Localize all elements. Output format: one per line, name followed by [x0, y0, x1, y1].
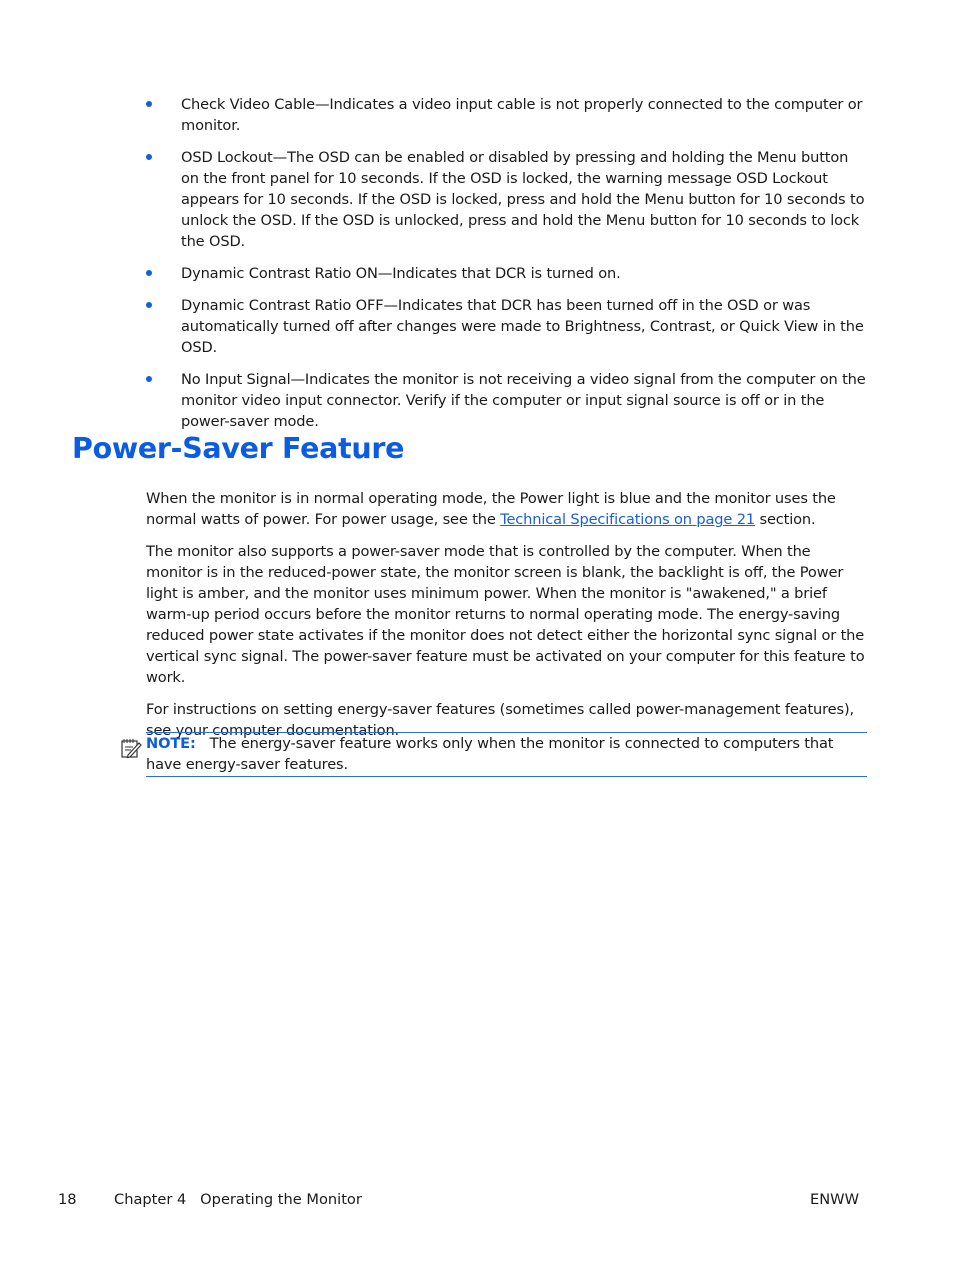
note-text: The energy-saver feature works only when the monitor is connected to computers that have energy-saver features.: [146, 735, 834, 773]
list-item: [146, 94, 868, 136]
note-label: NOTE:: [146, 735, 196, 752]
list-item: [146, 263, 868, 284]
note-pencil-icon: [120, 737, 142, 759]
paragraph-instructions: For instructions on setting energy-saver features (sometimes called power-management features), see your computer documentation.: [146, 701, 854, 739]
section-heading: Power-Saver Feature: [72, 432, 405, 465]
status-message-list: [146, 94, 868, 443]
paragraph-text: When the monitor is in normal operating mode, the Power light is blue and the monitor uses the normal watts of power. For power usage, see the: [146, 490, 836, 528]
list-item-text: Check Video Cable—Indicates a video input cable is not properly connected to the computer or monitor.: [181, 96, 863, 134]
chapter-title: Chapter 4 Operating the Monitor: [114, 1191, 362, 1208]
list-item: [146, 369, 868, 432]
paragraph-power-saver-mode: The monitor also supports a power-saver mode that is controlled by the computer. When the monitor is in the reduced-power state, the monitor screen is blank, the backlight is off, the Power light is amber, and the monitor uses minimum power. When the monitor is "awakened," a brief warm-up period occurs before the monitor returns to normal operating mode. The energy-saving reduced power state activates if the monitor does not detect either the horizontal sync signal or the vertical sync signal. The power-saver feature must be activated on your computer for this feature to work.: [146, 543, 865, 686]
paragraph-text: section.: [755, 511, 816, 528]
technical-specifications-link[interactable]: Technical Specifications on page 21: [500, 511, 756, 528]
list-item: [146, 147, 868, 252]
bullet-icon: [146, 101, 152, 107]
list-item-text: Dynamic Contrast Ratio OFF—Indicates that DCR has been turned off in the OSD or was automatically turned off after changes were made to Brightness, Contrast, or Quick View in the OSD.: [181, 297, 864, 356]
list-item-text: Dynamic Contrast Ratio ON—Indicates that DCR is turned on.: [181, 265, 621, 282]
list-item: [146, 295, 868, 358]
paragraph-normal-mode: [146, 488, 868, 530]
bullet-icon: [146, 302, 152, 308]
bullet-icon: [146, 154, 152, 160]
list-item-text: OSD Lockout—The OSD can be enabled or disabled by pressing and holding the Menu button on the front panel for 10 seconds. If the OSD is locked, the warning message OSD Lockout appears for 10 seconds. If the OSD is locked, press and hold the Menu button for 10 seconds to unlock the OSD. If the OSD is unlocked, press and hold the Menu button for 10 seconds to lock the OSD.: [181, 149, 865, 250]
section-body: [146, 488, 868, 752]
footer-locale-code: ENWW: [810, 1191, 859, 1208]
note-box: [146, 732, 867, 777]
bullet-icon: [146, 376, 152, 382]
page-number: 18: [58, 1191, 77, 1208]
list-item-text: No Input Signal—Indicates the monitor is not receiving a video signal from the computer on the monitor video input connector. Verify if the computer or input signal source is off or in the power-saver mode.: [181, 371, 866, 430]
bullet-icon: [146, 270, 152, 276]
